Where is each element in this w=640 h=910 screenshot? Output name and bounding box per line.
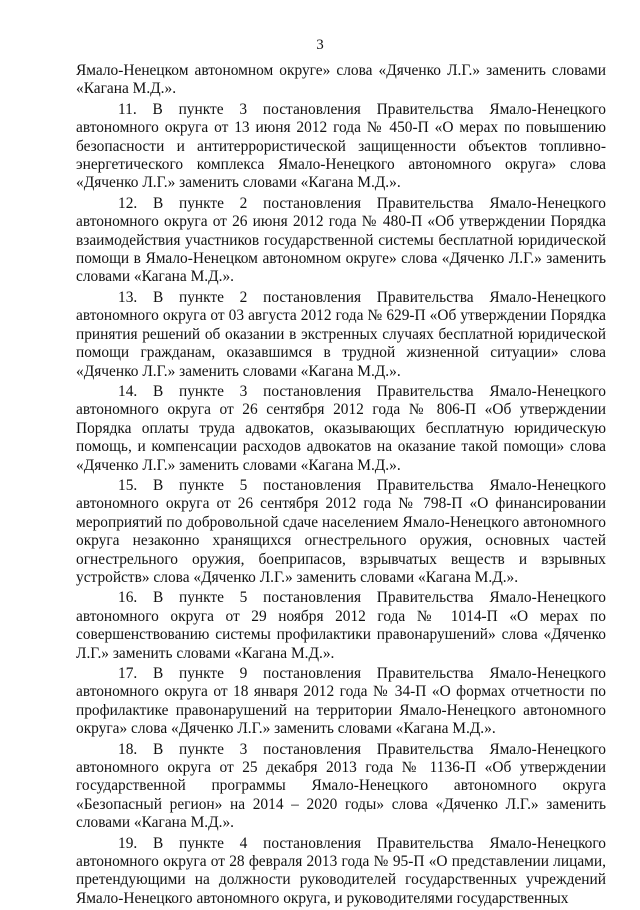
paragraph-item-15: 15. В пункте 5 постановления Правительства Ямало-Ненецкого автономного округа от 26 сентября 2012 года № 798-П «О финансировании мероприятий по добровольной сдаче населением Ямало-Ненецкого автономного округа незаконно хранящихся огнестрельного оружия, основных частей огнестрельного оружия, боеприпасов, взрывчатых веществ и взрывных устройств» слова «Дяченко Л.Г.» заменить словами «Кагана М.Д.». — [76, 476, 606, 586]
paragraph-item-12: 12. В пункте 2 постановления Правительства Ямало-Ненецкого автономного округа от 26 июня 2012 года № 480-П «Об утверждении Порядка взаимодействия участников государственной системы бесплатной юридической помощи в Ямало-Ненецком автономном округе» слова «Дяченко Л.Г.» заменить словами «Кагана М.Д.». — [76, 194, 606, 286]
paragraph-item-16: 16. В пункте 5 постановления Правительства Ямало-Ненецкого автономного округа от 29 ноября 2012 года № 1014-П «О мерах по совершенствованию системы профилактики правонарушений» слова «Дяченко Л.Г.» заменить словами «Кагана М.Д.». — [76, 589, 606, 662]
paragraph-item-13: 13. В пункте 2 постановления Правительства Ямало-Ненецкого автономного округа от 03 августа 2012 года № 629-П «Об утверждении Порядка принятия решений об оказании в экстренных случаях бесплатной юридической помощи гражданам, оказавшимся в трудной жизненной ситуации» слова «Дяченко Л.Г.» заменить словами «Кагана М.Д.». — [76, 288, 606, 380]
paragraph-item-17: 17. В пункте 9 постановления Правительства Ямало-Ненецкого автономного округа от 18 января 2012 года № 34-П «О формах отчетности по профилактике правонарушений на территории Ямало-Ненецкого автономного округа» слова «Дяченко Л.Г.» заменить словами «Кагана М.Д.». — [76, 665, 606, 738]
paragraph-item-14: 14. В пункте 3 постановления Правительства Ямало-Ненецкого автономного округа от 26 сентября 2012 года № 806-П «Об утверждении Порядка оплаты труда адвокатов, оказывающих бесплатную юридическую помощь, и компенсации расходов адвокатов на оказание такой помощи» слова «Дяченко Л.Г.» заменить словами «Кагана М.Д.». — [76, 382, 606, 474]
paragraph-item-18: 18. В пункте 3 постановления Правительства Ямало-Ненецкого автономного округа от 25 декабря 2013 года № 1136-П «Об утверждении государственной программы Ямало-Ненецкого автономного округа «Безопасный регион» на 2014 – 2020 годы» слова «Дяченко Л.Г.» заменить словами «Кагана М.Д.». — [76, 740, 606, 832]
paragraph-item-19: 19. В пункте 4 постановления Правительства Ямало-Ненецкого автономного округа от 28 февраля 2013 года № 95-П «О представлении лицами, претендующими на должности руководителей государственных учреждений Ямало-Ненецкого автономного округа, и руководителями государственных — [76, 834, 606, 907]
page-number: 3 — [316, 37, 324, 53]
document-body — [76, 62, 606, 910]
paragraph-item-11: 11. В пункте 3 постановления Правительства Ямало-Ненецкого автономного округа от 13 июня 2012 года № 450-П «О мерах по повышению безопасности и антитеррористической защищенности объектов топливно-энергетического комплекса Ямало-Ненецкого автономного округа» слова «Дяченко Л.Г.» заменить словами «Кагана М.Д.». — [76, 100, 606, 192]
paragraph-continuation: Ямало-Ненецком автономном округе» слова «Дяченко Л.Г.» заменить словами «Кагана М.Д.». — [76, 62, 606, 98]
